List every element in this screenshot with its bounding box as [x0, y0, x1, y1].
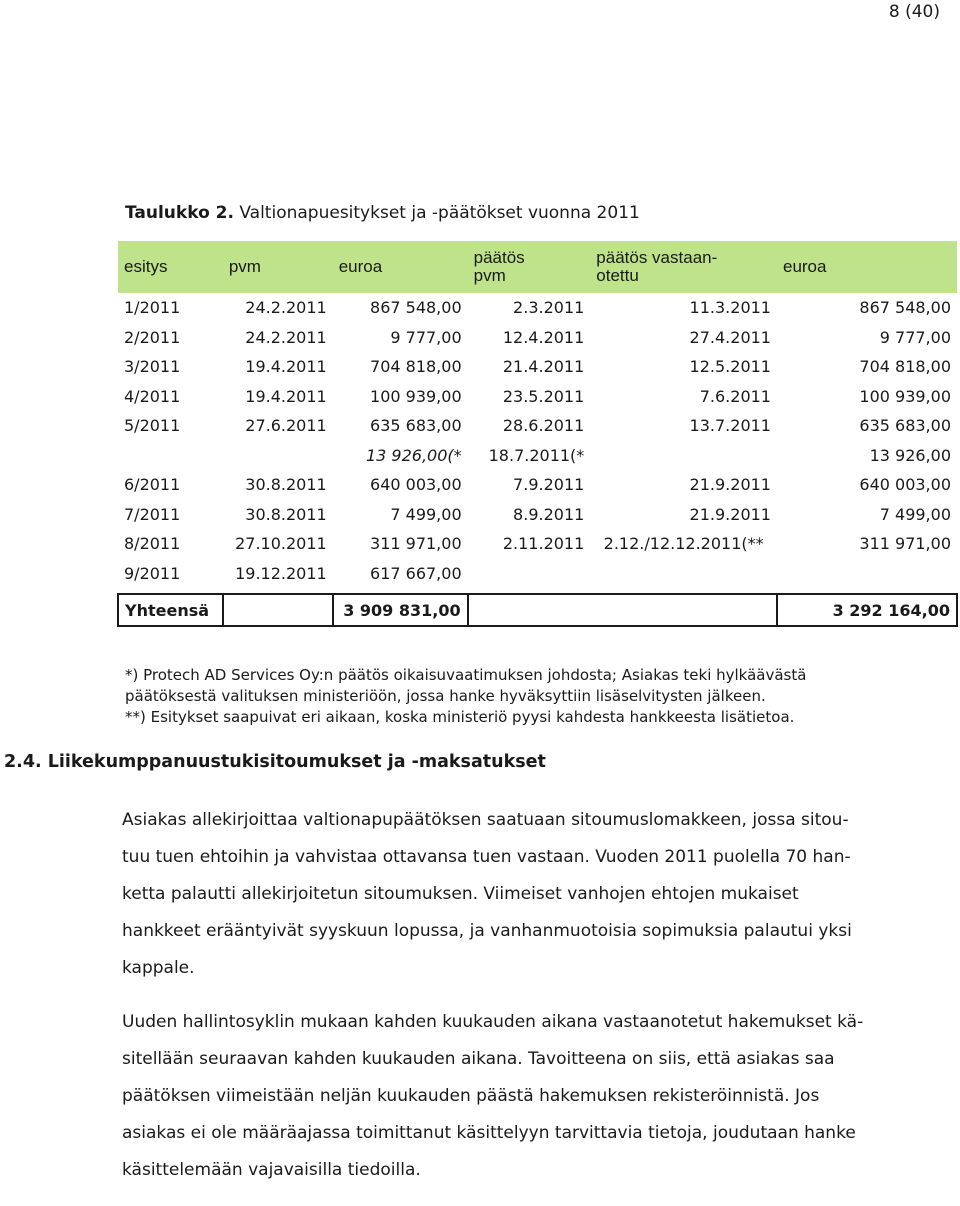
total-proposed: 3 909 831,00 [333, 594, 468, 626]
col-header-accepted: päätös vastaan- otettu [590, 241, 777, 293]
cell-amount-decided [777, 559, 957, 589]
footnote-line: päätöksestä valituksen ministeriöön, jossa hanke hyväksyttiin lisäselvitysten jälkeen. [125, 687, 766, 705]
text-line: käsittelemään vajavaisilla tiedoilla. [122, 1160, 421, 1180]
table-row [118, 382, 957, 412]
cell-amount: 640 003,00 [370, 475, 462, 495]
cell-accepted: 27.4.2011 [689, 327, 771, 347]
cell-amount-decided: 635 683,00 [859, 416, 951, 436]
table-row [118, 470, 957, 500]
body-text [122, 802, 922, 1206]
cell-proposal: 6/2011 [124, 475, 181, 495]
cell-amount-decided: 13 926,00 [869, 445, 951, 465]
cell-amount: 617 667,00 [370, 563, 462, 583]
footnote-line: *) Protech AD Services Oy:n päätös oikaisuvaatimuksen johdosta; Asiakas teki hylkäävästä [125, 666, 807, 684]
cell-accepted: 7.6.2011 [699, 386, 771, 406]
table-header-row [118, 241, 957, 293]
cell-accepted: 11.3.2011 [689, 298, 771, 318]
text-line: päätöksen viimeistään neljän kuukauden päästä hakemuksen rekisteröinnistä. Jos [122, 1086, 820, 1106]
text-line: Uuden hallintosyklin mukaan kahden kuukauden aikana vastaanotetut hakemukset kä- [122, 1012, 864, 1032]
cell-decision-date: 28.6.2011 [502, 416, 585, 436]
cell-amount: 13 926,00(* [365, 445, 462, 465]
cell-accepted: 12.5.2011 [689, 357, 771, 377]
total-label: Yhteensä [118, 594, 223, 626]
total-decided: 3 292 164,00 [777, 594, 957, 626]
cell-date [223, 441, 333, 471]
cell-decision-date: 21.4.2011 [502, 357, 585, 377]
cell-proposal: 2/2011 [124, 327, 181, 347]
cell-date: 24.2.2011 [245, 298, 327, 318]
cell-decision-date: 2.11.2011 [502, 534, 585, 554]
cell-amount-decided: 640 003,00 [859, 475, 951, 495]
cell-amount-decided: 311 971,00 [859, 534, 951, 554]
cell-accepted: 21.9.2011 [689, 475, 771, 495]
table-row [118, 411, 957, 441]
table-row [118, 352, 957, 382]
table-footnotes [125, 665, 806, 728]
cell-amount-decided: 100 939,00 [859, 386, 951, 406]
cell-amount-decided: 7 499,00 [879, 504, 951, 524]
cell-proposal: 7/2011 [124, 504, 181, 524]
cell-date: 27.6.2011 [245, 416, 327, 436]
cell-accepted [590, 559, 777, 589]
cell-proposal [118, 441, 223, 471]
table-row [118, 529, 957, 559]
cell-proposal: 9/2011 [124, 563, 181, 583]
table-row [118, 559, 957, 589]
cell-proposal: 5/2011 [124, 416, 181, 436]
col-header-proposal: esitys [118, 241, 223, 293]
cell-date: 19.4.2011 [245, 357, 327, 377]
cell-amount: 867 548,00 [370, 298, 462, 318]
cell-proposal: 1/2011 [124, 298, 181, 318]
table-row [118, 323, 957, 353]
cell-amount: 9 777,00 [390, 327, 462, 347]
text-line: ketta palautti allekirjoitetun sitoumuksen. Viimeiset vanhojen ehtojen mukaiset [122, 884, 799, 904]
col-header-decision-date: päätös pvm [468, 241, 591, 293]
cell-proposal: 4/2011 [124, 386, 181, 406]
cell-date: 27.10.2011 [235, 534, 327, 554]
table-caption [125, 203, 640, 223]
cell-amount: 100 939,00 [370, 386, 462, 406]
text-line: tuu tuen ehtoihin ja vahvistaa ottavansa tuen vastaan. Vuoden 2011 puolella 70 han- [122, 847, 851, 867]
cell-decision-date: 18.7.2011(* [488, 445, 585, 465]
table-total-row [118, 594, 957, 626]
cell-date: 19.12.2011 [235, 563, 327, 583]
cell-date: 19.4.2011 [245, 386, 327, 406]
col-header-date: pvm [223, 241, 333, 293]
text-line: sitellään seuraavan kahden kuukauden aikana. Tavoitteena on siis, että asiakas saa [122, 1049, 835, 1069]
cell-date: 30.8.2011 [245, 504, 327, 524]
col-header-amount: euroa [333, 241, 468, 293]
footnote-line: **) Esitykset saapuivat eri aikaan, koska ministeriö pyysi kahdesta hankkeesta lisätietoa. [125, 708, 795, 726]
cell-amount-decided: 9 777,00 [879, 327, 951, 347]
col-header-amount-decided: euroa [777, 241, 957, 293]
cell-decision-date: 23.5.2011 [502, 386, 585, 406]
cell-decision-date: 7.9.2011 [513, 475, 585, 495]
text-line: Asiakas allekirjoittaa valtionapupäätöksen saatuaan sitoumuslomakkeen, jossa sitou- [122, 810, 849, 830]
cell-accepted [590, 441, 777, 471]
page-number: 8 (40) [888, 2, 940, 22]
cell-decision-date: 2.3.2011 [513, 298, 585, 318]
cell-amount: 635 683,00 [370, 416, 462, 436]
text-line: kappale. [122, 958, 195, 978]
cell-decision-date: 12.4.2011 [502, 327, 585, 347]
cell-amount: 7 499,00 [390, 504, 462, 524]
decisions-table [117, 241, 958, 627]
total-empty [468, 594, 777, 626]
cell-accepted: 21.9.2011 [689, 504, 771, 524]
cell-date: 30.8.2011 [245, 475, 327, 495]
table-row [118, 293, 957, 323]
cell-decision-date [468, 559, 591, 589]
table-caption-label: Taulukko 2. [125, 203, 234, 223]
cell-amount-decided: 867 548,00 [859, 298, 951, 318]
cell-amount: 704 818,00 [370, 357, 462, 377]
table-row [118, 441, 957, 471]
cell-proposal: 3/2011 [124, 357, 181, 377]
paragraph [122, 1004, 922, 1189]
section-heading: 2.4. Liikekumppanuustukisitoumukset ja -maksatukset [4, 752, 546, 772]
cell-date: 24.2.2011 [245, 327, 327, 347]
text-line: asiakas ei ole määräajassa toimittanut käsittelyyn tarvittavia tietoja, joudutaan hanke [122, 1123, 856, 1143]
cell-amount: 311 971,00 [370, 534, 462, 554]
paragraph [122, 802, 922, 987]
cell-decision-date: 8.9.2011 [513, 504, 585, 524]
table-caption-text: Valtionapuesitykset ja -päätökset vuonna 2011 [233, 203, 640, 223]
cell-accepted: 2.12./12.12.2011(** [603, 534, 764, 554]
cell-accepted: 13.7.2011 [689, 416, 771, 436]
total-empty [223, 594, 333, 626]
text-line: hankkeet erääntyivät syyskuun lopussa, ja vanhanmuotoisia sopimuksia palautui yksi [122, 921, 852, 941]
cell-amount-decided: 704 818,00 [859, 357, 951, 377]
cell-proposal: 8/2011 [124, 534, 181, 554]
table-row [118, 500, 957, 530]
